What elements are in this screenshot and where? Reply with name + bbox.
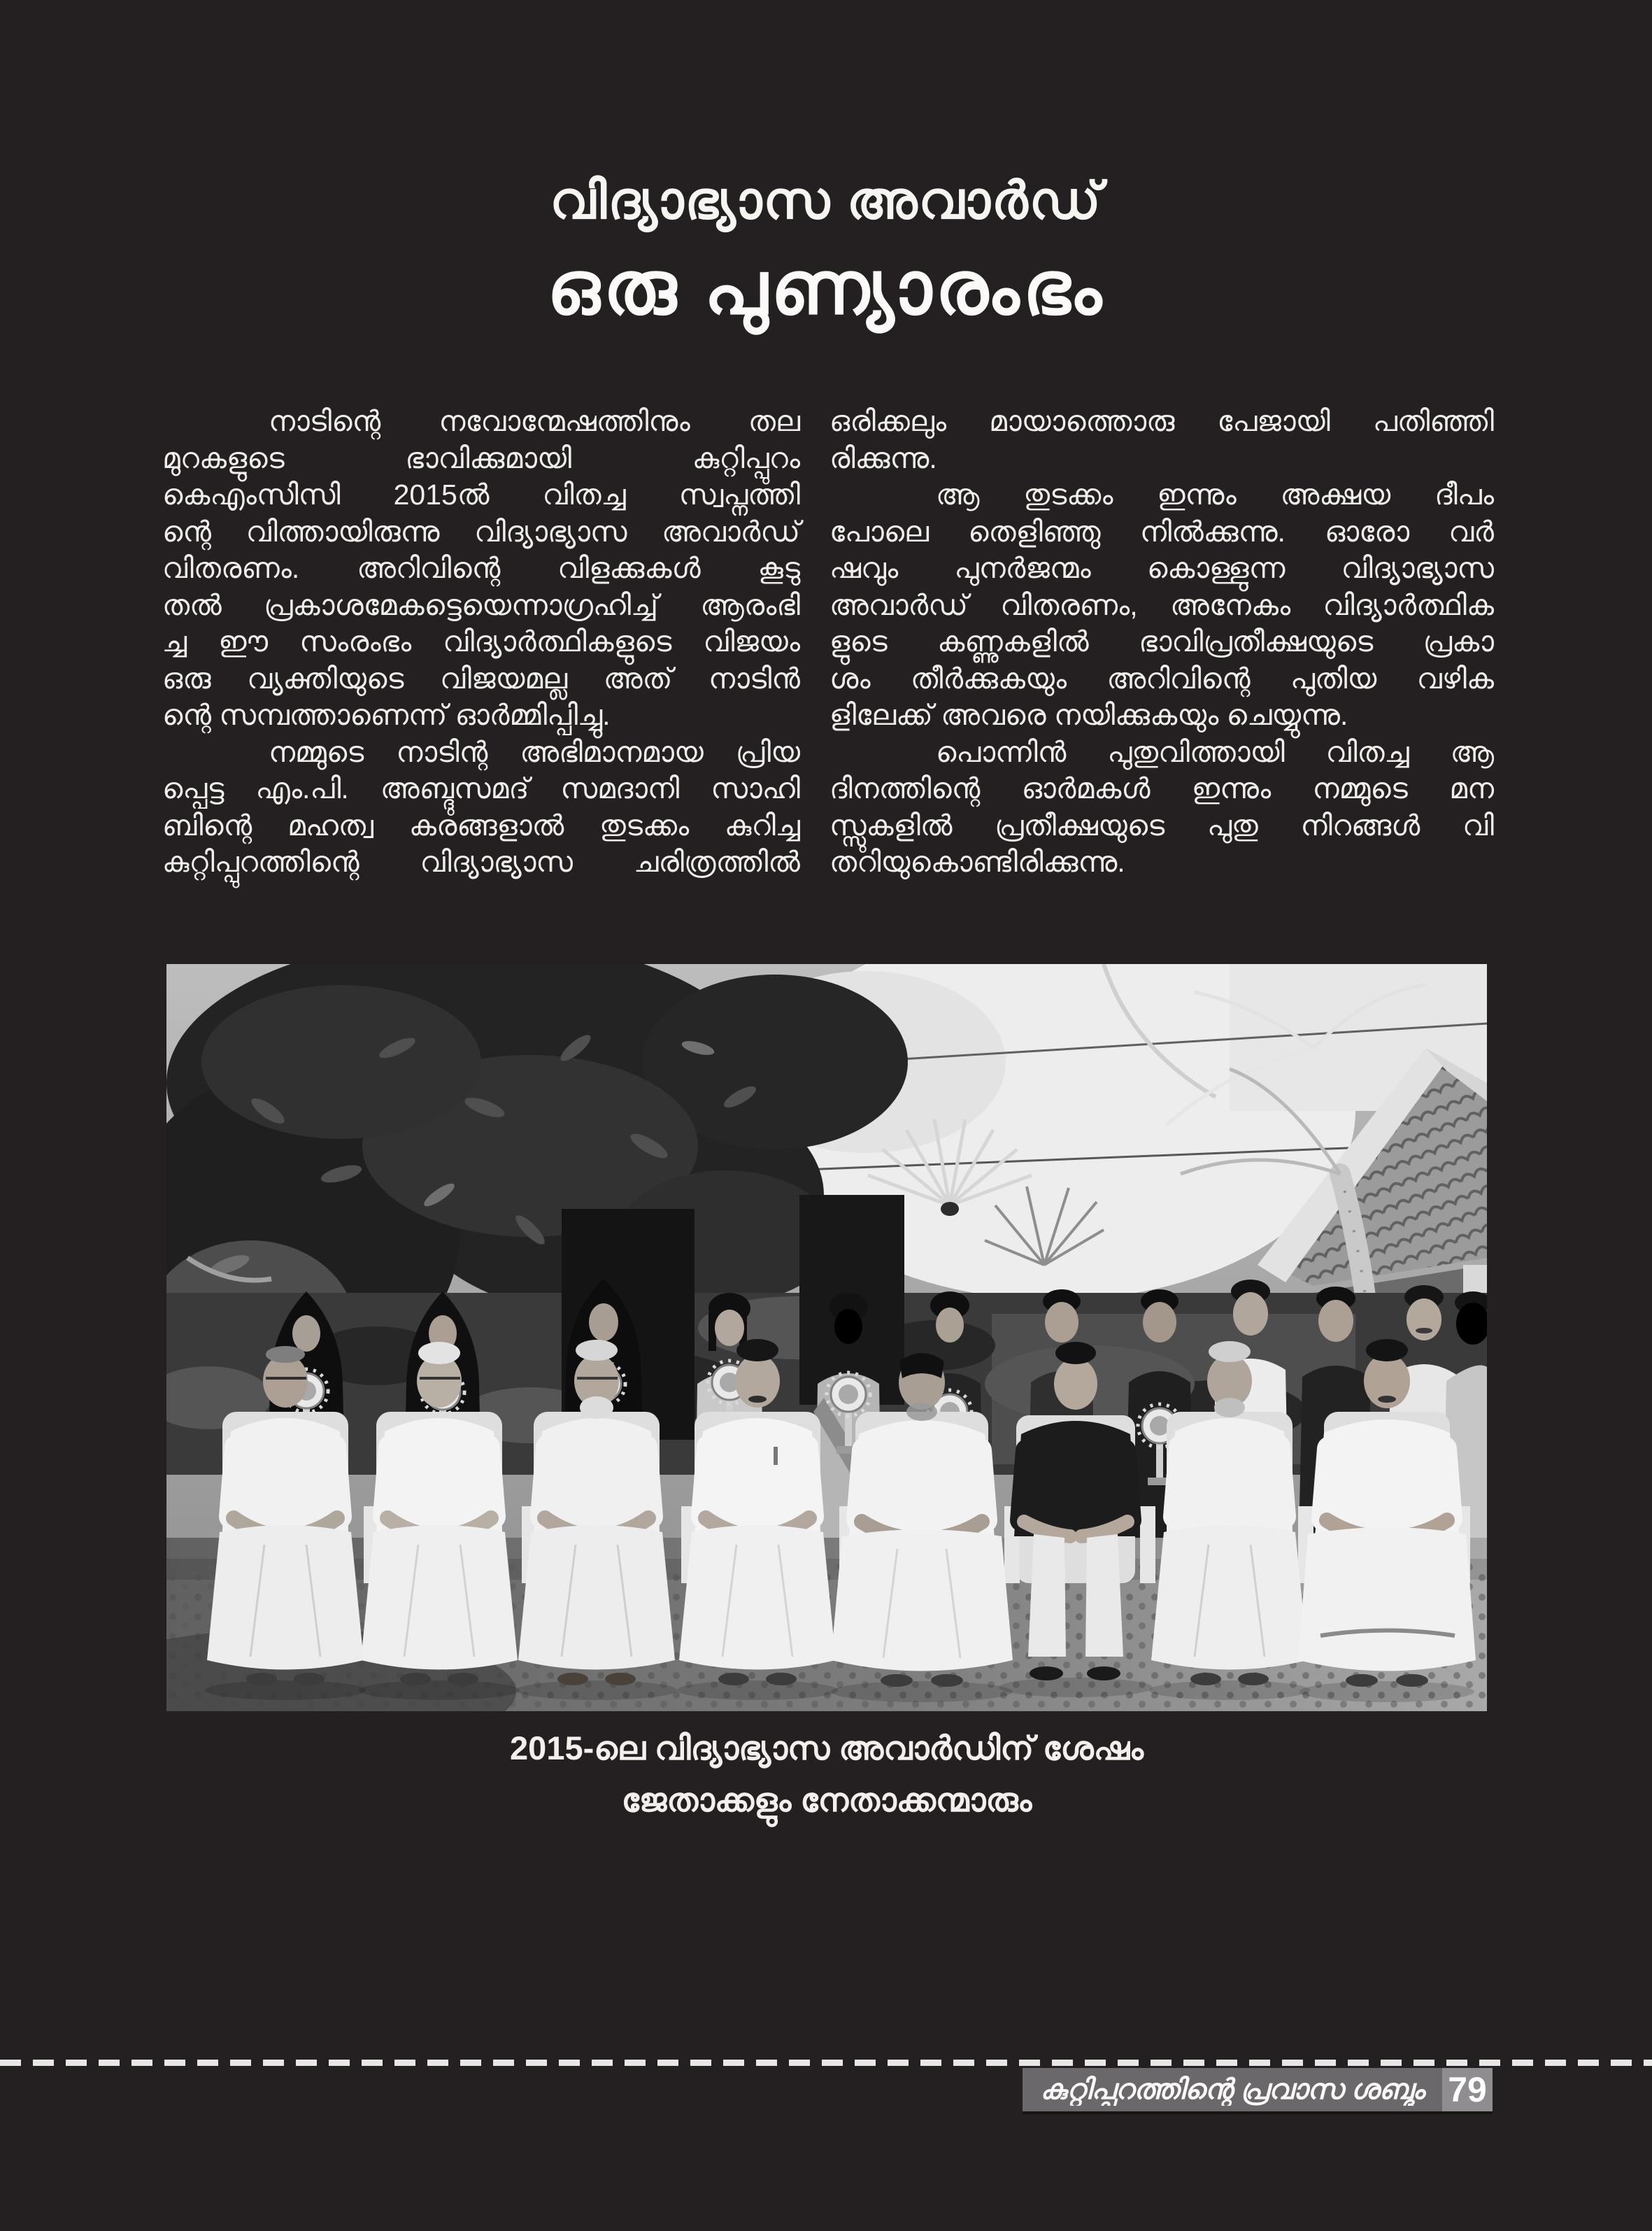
article-title-line1: വിദ്യാഭ്യാസ അവാർഡ് xyxy=(550,171,1102,229)
body-text-line: ശം തീർക്കുകയും അറിവിന്റെ പുതിയ വഴിക xyxy=(829,662,1494,695)
body-text-line: തൽ പ്രകാശമേകട്ടെയെന്നാഗ്രഹിച്ച് ആരംഭി xyxy=(162,588,800,621)
photo-caption xyxy=(166,1722,1487,1826)
body-text-line: വിതരണം. അറിവിന്റെ വിളക്കുകൾ കൂടു xyxy=(162,552,800,584)
body-text-line: ന്റെ വിത്തായിരുന്നു വിദ്യാഭ്യാസ അവാർഡ് xyxy=(162,515,800,548)
body-text-line: ളുടെ കണ്ണുകളിൽ ഭാവിപ്രതീക്ഷയുടെ പ്രകാ xyxy=(829,625,1494,658)
body-text-line: രിക്കുന്നു. xyxy=(829,441,937,474)
body-text-line: അവാർഡ് വിതരണം, അനേകം വിദ്യാർത്ഥിക xyxy=(829,588,1494,621)
body-text-line: നാടിന്റെ നവോന്മേഷത്തിനും തല xyxy=(269,405,800,437)
body-text-line: സ്സുകളിൽ പ്രതീക്ഷയുടെ പുതു നിറങ്ങൾ വി xyxy=(829,809,1494,842)
body-text-line: പോലെ തെളിഞ്ഞു നിൽക്കുന്നു. ഓരോ വർ xyxy=(829,515,1494,548)
footer-dashed-divider xyxy=(0,2060,1652,2066)
body-text-line: ഷവും പുനർജന്മം കൊള്ളുന്ന വിദ്യാഭ്യാസ xyxy=(829,552,1494,584)
body-text-line: ആ തുടക്കം ഇന്നും അക്ഷയ ദീപം xyxy=(936,479,1494,511)
body-text-line: പൊന്നിൻ പുതുവിത്തായി വിതച്ച ആ xyxy=(936,735,1494,768)
photo-caption-line2: ജേതാക്കളും നേതാക്കന്മാരും xyxy=(621,1781,1032,1818)
group-photo-illustration xyxy=(166,964,1487,1711)
body-text-line: കെഎംസിസി 2015ൽ വിതച്ച സ്വപ്നത്തി xyxy=(162,479,800,511)
body-text-line: പ്പെട്ട എം.പി. അബ്ദുസമദ് സമദാനി സാഹി xyxy=(162,772,800,805)
body-text-line: ഒരിക്കലും മായാത്തൊരു പേജായി പതിഞ്ഞി xyxy=(829,405,1494,437)
footer-magazine-title: കുറ്റിപ്പുറത്തിന്റെ പ്രവാസ ശബ്ദം xyxy=(1040,2074,1425,2105)
page-number: 79 xyxy=(1442,2068,1493,2111)
article-left-column xyxy=(162,403,800,881)
body-text-line: ച്ച ഈ സംരംഭം വിദ്യാർത്ഥികളുടെ വിജയം xyxy=(162,625,800,658)
photo-caption-line1: 2015-ലെ വിദ്യാഭ്യാസ അവാർഡിന് ശേഷം xyxy=(510,1729,1144,1766)
body-text-line: ന്റെ സമ്പത്താണെന്ന് ഓർമ്മിപ്പിച്ചു. xyxy=(162,699,611,731)
body-text-line: ബിന്റെ മഹത്വ കരങ്ങളാൽ തുടക്കം കുറിച്ച xyxy=(162,809,800,842)
body-text-line: നമ്മുടെ നാടിന്റ അഭിമാനമായ പ്രിയ xyxy=(269,735,800,768)
body-text-line: ളിലേക്ക് അവരെ നയിക്കുകയും ചെയ്യുന്നു. xyxy=(829,699,1348,731)
body-text-line: മുറകളുടെ ഭാവിക്കുമായി കുറ്റിപ്പുറം xyxy=(162,441,800,474)
body-text-line: ദിനത്തിന്റെ ഓർമകൾ ഇന്നും നമ്മുടെ മന xyxy=(829,772,1494,805)
article-title-line2: ഒരു പുണ്യാരംഭം xyxy=(547,247,1105,330)
footer-bar xyxy=(1023,2068,1493,2111)
group-photo xyxy=(166,964,1487,1711)
body-text-line: കുറ്റിപ്പുറത്തിന്റെ വിദ്യാഭ്യാസ ചരിത്രത്തിൽ xyxy=(162,846,800,878)
article-right-column xyxy=(829,403,1494,881)
body-text-line: തറിയുകൊണ്ടിരിക്കുന്നു. xyxy=(829,846,1125,878)
body-text-line: ഒരു വ്യക്തിയുടെ വിജയമല്ല അത് നാടിൻ xyxy=(162,662,800,695)
